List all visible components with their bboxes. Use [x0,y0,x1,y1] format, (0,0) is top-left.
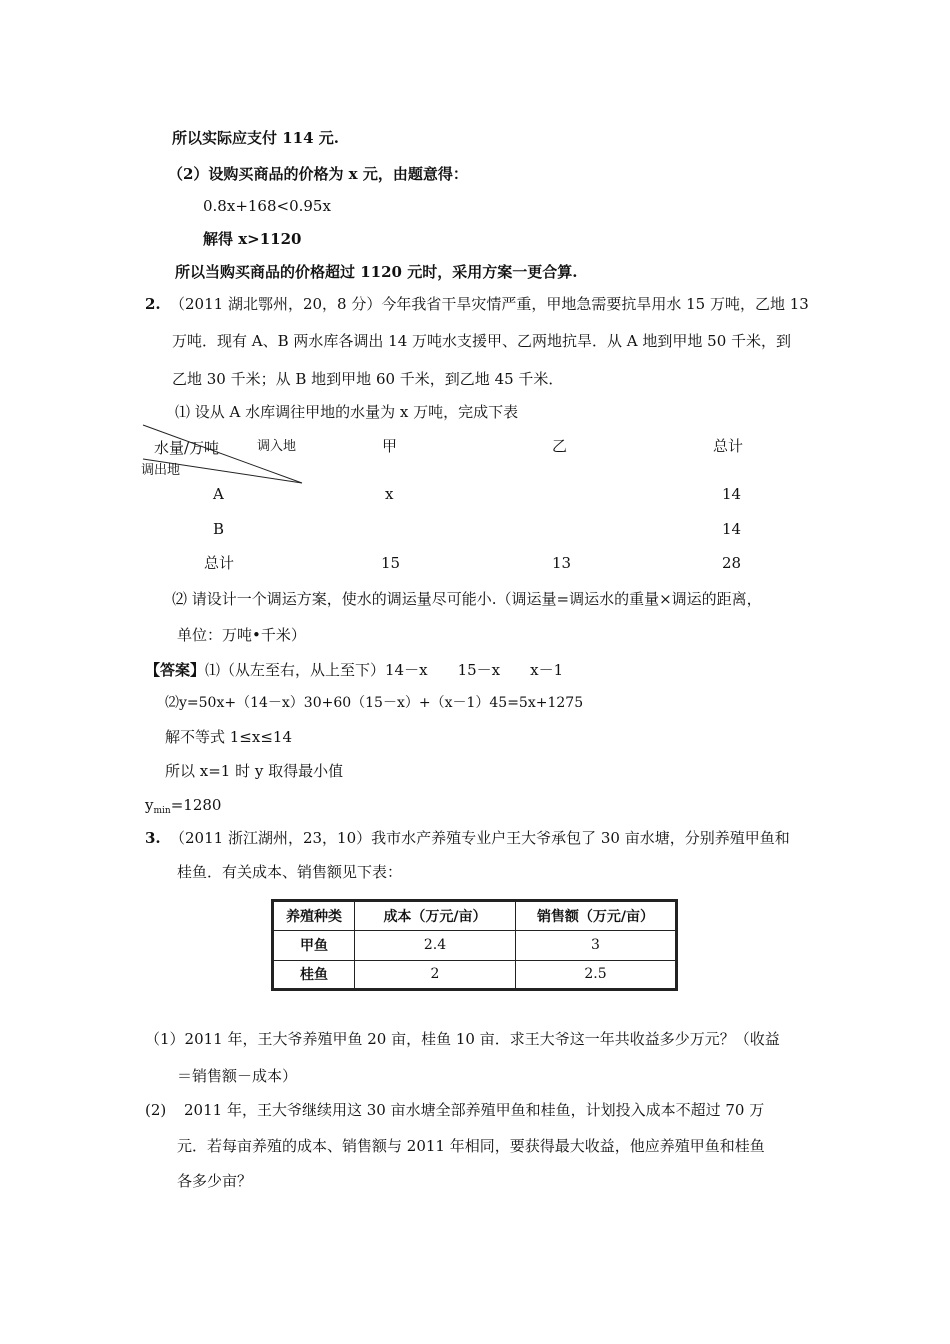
ymin-base: y [145,796,154,814]
table-cell: 3 [516,931,677,960]
column-header: 乙 [552,437,568,455]
answer-text: ⑴（从左至右，从上至下）14－x 15－x x－1 [205,661,564,679]
text-line: 各多少亩？ [177,1172,253,1190]
question-number: 2. [145,295,161,313]
text-line: 单位：万吨•千米） [177,626,306,644]
answer-line: 所以 x=1 时 y 取得最小值 [165,762,344,780]
row-label: B [213,520,225,538]
corner-label-unit: 水量/万吨 [154,439,220,457]
ymin-value: =1280 [170,796,222,814]
table-cell: 桂鱼 [273,960,355,989]
inequality: 0.8x+168<0.95x [203,197,331,215]
text-line: 桂鱼．有关成本、销售额见下表： [177,863,403,881]
text-line: （1）2011 年，王大爷养殖甲鱼 20 亩，桂鱼 10 亩．求王大爷这一年共收益多少万元？（收益 [145,1030,780,1048]
text-line: 2011 年，王大爷继续用这 30 亩水塘全部养殖甲鱼和桂鱼，计划投入成本不超过 70 万 [184,1101,765,1119]
table-cell: 甲鱼 [273,931,355,960]
answer-line [145,795,221,821]
table-cell: 14 [722,485,742,503]
answer-line: ⑵y=50x+（14－x）30+60（15－x）+（x－1）45=5x+1275 [165,695,584,711]
table-cell: 28 [722,554,742,572]
table-cell: 2.5 [516,960,677,989]
text-line: ⑵ 请设计一个调运方案，使水的调运量尽可能小.（调运量=调运水的重量×调运的距离， [172,590,762,608]
ymin-subscript: min [153,806,171,816]
table-header: 养殖种类 [273,901,355,931]
table-cell: 15 [381,554,401,572]
answer-label: 【答案】 [145,661,206,679]
question-number: 3. [145,829,161,847]
table-cell: x [385,485,394,503]
text-line: （2）设购买商品的价格为 x 元，由题意得： [168,165,468,183]
text-line: 乙地 30 千米；从 B 地到甲地 60 千米，到乙地 45 千米． [172,370,564,388]
text-line: 解得 x>1120 [203,230,302,248]
column-header: 甲 [382,437,398,455]
text-line: ＝销售额－成本） [177,1067,298,1085]
corner-label-out: 调出地 [141,463,181,478]
table-cell: 14 [722,520,742,538]
text-line: 元．若每亩养殖的成本、销售额与 2011 年相同，要获得最大收益，他应养殖甲鱼和桂鱼 [177,1137,765,1155]
text-line: （2011 湖北鄂州，20，8 分）今年我省干旱灾情严重，甲地急需要抗旱用水 15 万吨，乙地 13 [170,295,809,313]
table-cell: 2.4 [355,931,516,960]
table-cell: 13 [552,554,572,572]
table-header: 销售额（万元/亩） [516,901,677,931]
table-header: 成本（万元/亩） [355,901,516,931]
text-line: 所以实际应支付 114 元. [172,129,339,147]
text-line: （2011 浙江湖州，23，10）我市水产养殖专业户王大爷承包了 30 亩水塘，分别养殖甲鱼和 [170,829,790,847]
answer-line [145,660,563,680]
diagonal-lines [0,0,950,500]
question-part-number: (2) [145,1101,167,1119]
answer-line: 解不等式 1≤x≤14 [165,728,292,746]
text-line: ⑴ 设从 A 水库调往甲地的水量为 x 万吨，完成下表 [175,403,519,421]
column-header: 总计 [713,437,744,455]
fish-cost-table [271,899,678,991]
corner-label-in: 调入地 [257,439,297,454]
text-line: 万吨．现有 A、B 两水库各调出 14 万吨水支援甲、乙两地抗旱．从 A 地到甲地 50 千米，到 [172,332,792,350]
row-label: A [213,485,224,503]
table-cell: 2 [355,960,516,989]
text-line: 所以当购买商品的价格超过 1120 元时，采用方案一更合算. [175,263,578,281]
row-label: 总计 [204,554,235,572]
